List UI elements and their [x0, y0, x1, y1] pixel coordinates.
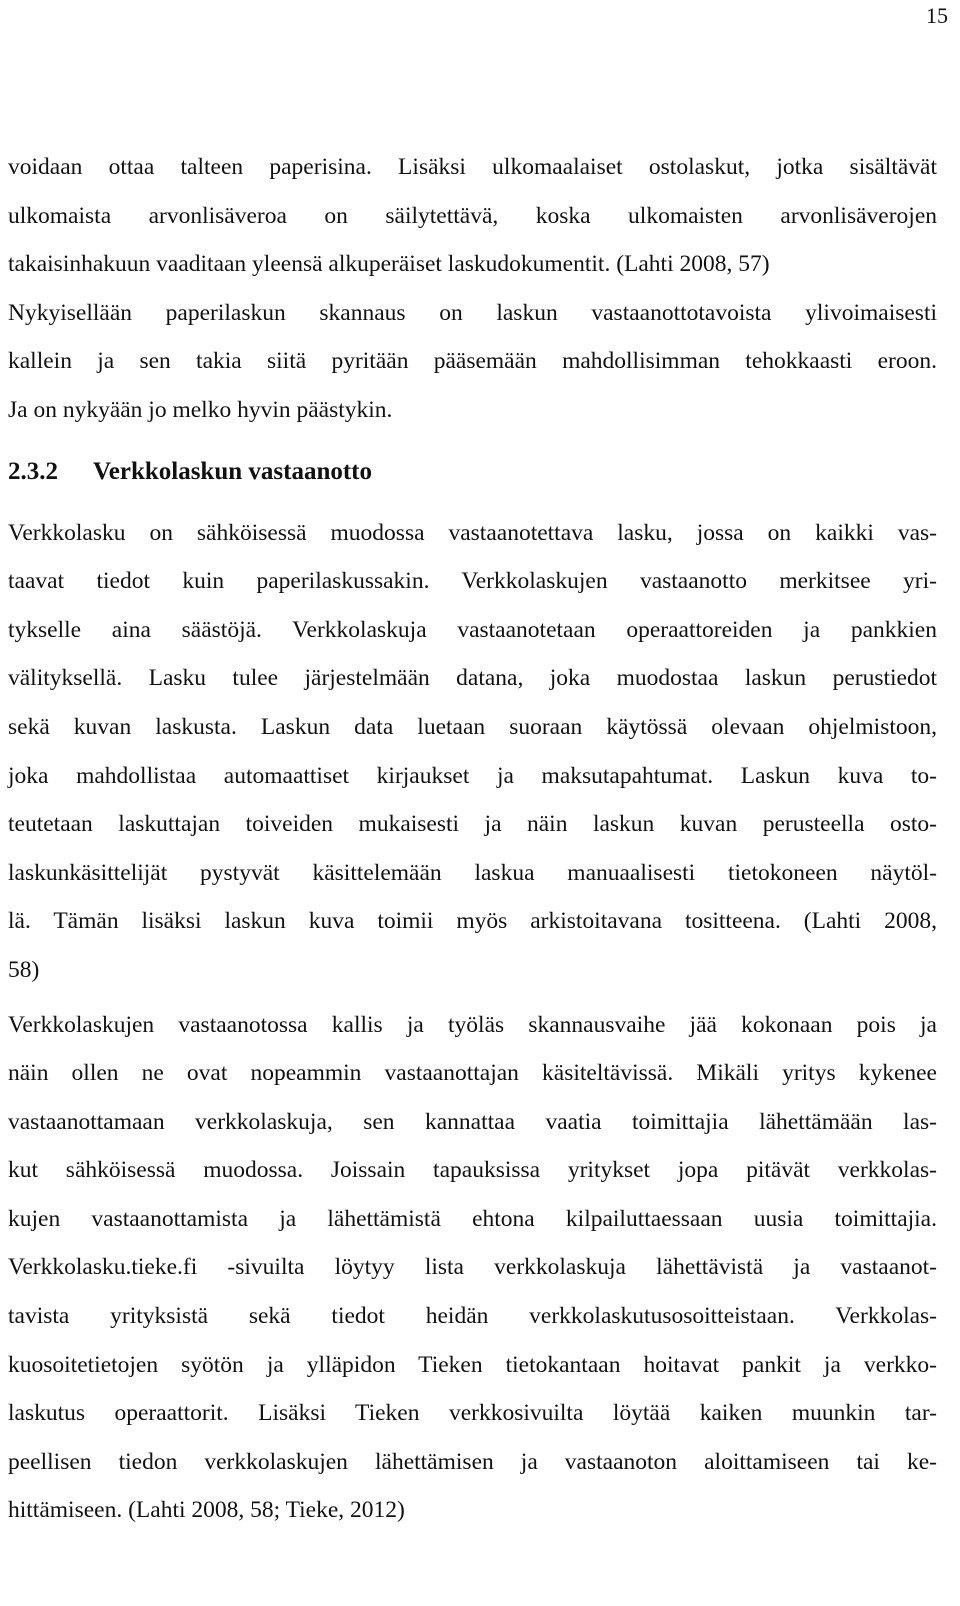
- text-line: ulkomaista arvonlisäveroa on säilytettävä, koska ulkomaisten arvonlisäverojen: [8, 202, 937, 229]
- section-heading: [8, 441, 937, 503]
- text-line: laskutus operaattorit. Lisäksi Tieken verkkosivuilta löytää kaiken muunkin tar-: [8, 1400, 937, 1427]
- text-line: peellisen tiedon verkkolaskujen lähettämisen ja vastaanoton aloittamiseen tai ke-: [8, 1448, 937, 1475]
- paragraph-1: [8, 143, 937, 289]
- section-number: 2.3.2: [8, 457, 58, 485]
- text-line: kuosoitetietojen syötön ja ylläpidon Tieken tietokantaan hoitavat pankit ja verkko-: [8, 1351, 937, 1378]
- text-line: Verkkolasku.tieke.fi -sivuilta löytyy lista verkkolaskuja lähettävistä ja vastaanot-: [8, 1254, 937, 1281]
- text-line: vastaanottamaan verkkolaskuja, sen kannattaa vaatia toimittajia lähettämään las-: [8, 1108, 937, 1135]
- text-line: hittämiseen. (Lahti 2008, 58; Tieke, 2012): [8, 1497, 405, 1524]
- text-line: kujen vastaanottamista ja lähettämistä ehtona kilpailuttaessaan uusia toimittajia.: [8, 1205, 937, 1232]
- text-line: Verkkolasku on sähköisessä muodossa vastaanotettava lasku, jossa on kaikki vas-: [8, 519, 937, 546]
- text-line: joka mahdollistaa automaattiset kirjaukset ja maksutapahtumat. Laskun kuva to-: [8, 762, 937, 789]
- text-line: Nykyisellään paperilaskun skannaus on laskun vastaanottotavoista ylivoimaisesti: [8, 299, 937, 326]
- text-line: Ja on nykyään jo melko hyvin päästykin.: [8, 396, 393, 423]
- text-line: välityksellä. Lasku tulee järjestelmään datana, joka muodostaa laskun perustiedot: [8, 665, 937, 692]
- text-line: laskunkäsittelijät pystyvät käsittelemään laskua manuaalisesti tietokoneen näytöl-: [8, 859, 937, 886]
- text-line: voidaan ottaa talteen paperisina. Lisäksi ulkomaalaiset ostolaskut, jotka sisältävät: [8, 154, 937, 180]
- page-number: 15: [926, 3, 948, 28]
- text-line: näin ollen ne ovat nopeammin vastaanottajan käsiteltävissä. Mikäli yritys kykenee: [8, 1060, 937, 1087]
- text-line: kallein ja sen takia siitä pyritään pääsemään mahdollisimman tehokkaasti eroon.: [8, 348, 937, 375]
- text-line: kut sähköisessä muodossa. Joissain tapauksissa yritykset jopa pitävät verkkolas-: [8, 1157, 937, 1184]
- text-line: taavat tiedot kuin paperilaskussakin. Verkkolaskujen vastaanotto merkitsee yri-: [8, 568, 937, 595]
- text-line: 58): [8, 956, 40, 983]
- paragraph-3: [8, 509, 937, 995]
- text-line: lä. Tämän lisäksi laskun kuva toimii myös arkistoitavana tositteena. (Lahti 2008,: [8, 908, 937, 935]
- text-line: tavista yrityksistä sekä tiedot heidän verkkolaskutusosoitteistaan. Verkkolas-: [8, 1303, 937, 1330]
- paragraph-4: [8, 1001, 937, 1536]
- document-body: [8, 143, 937, 1535]
- section-title: Verkkolaskun vastaanotto: [93, 457, 373, 485]
- text-line: sekä kuvan laskusta. Laskun data luetaan suoraan käytössä olevaan ohjelmistoon,: [8, 713, 937, 740]
- text-line: takaisinhakuun vaaditaan yleensä alkuperäiset laskudokumentit. (Lahti 2008, 57): [8, 251, 770, 278]
- paragraph-2: [8, 289, 937, 435]
- text-line: Verkkolaskujen vastaanotossa kallis ja työläs skannausvaihe jää kokonaan pois ja: [8, 1011, 937, 1038]
- text-line: teutetaan laskuttajan toiveiden mukaisesti ja näin laskun kuvan perusteella osto-: [8, 811, 937, 838]
- text-line: tykselle aina säästöjä. Verkkolaskuja vastaanotetaan operaattoreiden ja pankkien: [8, 616, 937, 643]
